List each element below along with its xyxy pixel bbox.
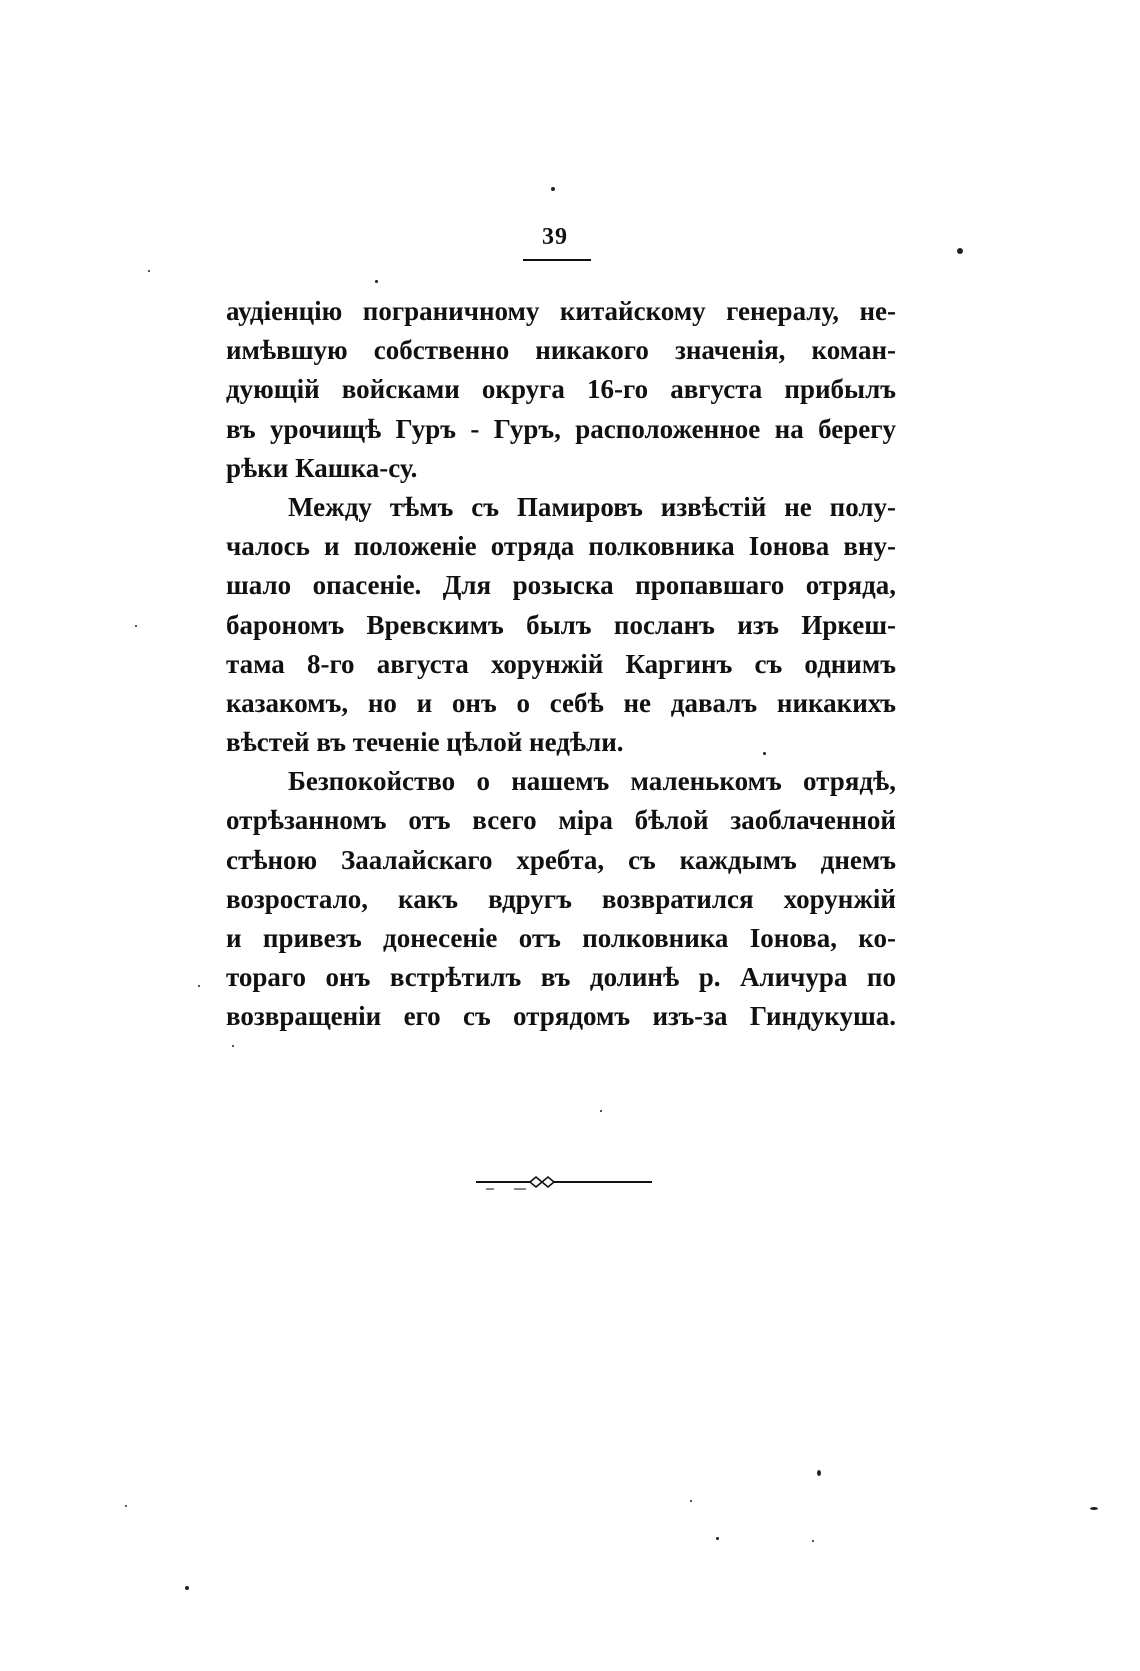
text-line: возвращеніи его съ отрядомъ изъ-за Гиндукуша. [226, 1001, 896, 1032]
speck [1090, 1507, 1098, 1510]
text-line: тама 8-го августа хорунжій Каргинъ съ однимъ [226, 648, 896, 679]
paragraph [226, 762, 896, 1036]
speck [600, 1110, 602, 1112]
speck [763, 752, 766, 755]
speck [125, 1505, 127, 1507]
speck [185, 1586, 189, 1590]
speck [690, 1500, 692, 1502]
page-number: 39 [542, 224, 568, 250]
page-number-rule [523, 259, 591, 261]
text-line: аудіенцію пограничному китайскому генералу, не- [226, 296, 896, 326]
paragraph [226, 292, 896, 488]
speck [232, 1045, 234, 1047]
text-line: Безпокойство о нашемъ маленькомъ отрядѣ, [288, 766, 896, 797]
text-line: имѣвшую собственно никакого значенія, коман- [226, 335, 896, 366]
text-line: барономъ Вревскимъ былъ посланъ изъ Иркеш- [226, 609, 896, 640]
text-line: чалось и положеніе отряда полковника Іонова вну- [226, 531, 896, 562]
text-line: казакомъ, но и онъ о себѣ не давалъ никакихъ [226, 687, 896, 718]
text-line: тораго онъ встрѣтилъ въ долинѣ р. Аличура по [226, 962, 896, 993]
paragraph [226, 488, 896, 762]
text-line: въ урочищѣ Гуръ - Гуръ, расположенное на берегу [226, 413, 896, 444]
speck [716, 1537, 719, 1540]
speck [135, 625, 137, 627]
end-ornament [474, 1172, 654, 1192]
text-line: дующій войсками округа 16-го августа прибылъ [226, 374, 896, 405]
speck [812, 1540, 814, 1542]
text-line: и привезъ донесеніе отъ полковника Іонова, ко- [226, 923, 896, 953]
body-text [226, 292, 896, 1037]
text-line: шало опасеніе. Для розыска пропавшаго отряда, [226, 570, 896, 601]
text-line: вѣстей въ теченіе цѣлой недѣли. [226, 727, 624, 758]
speck [198, 985, 200, 987]
speck [375, 280, 378, 283]
text-line: возростало, какъ вдругъ возвратился хорунжій [226, 883, 896, 914]
text-line: Между тѣмъ съ Памировъ извѣстій не полу- [288, 491, 896, 522]
speck [148, 270, 150, 272]
speck [817, 1470, 821, 1476]
speck [957, 248, 963, 254]
speck [551, 187, 555, 191]
text-line: рѣки Кашка-су. [226, 452, 418, 483]
text-line: стѣною Заалайскаго хребта, съ каждымъ днемъ [226, 844, 896, 875]
text-line: отрѣзанномъ отъ всего міра бѣлой заоблаченной [226, 805, 896, 836]
